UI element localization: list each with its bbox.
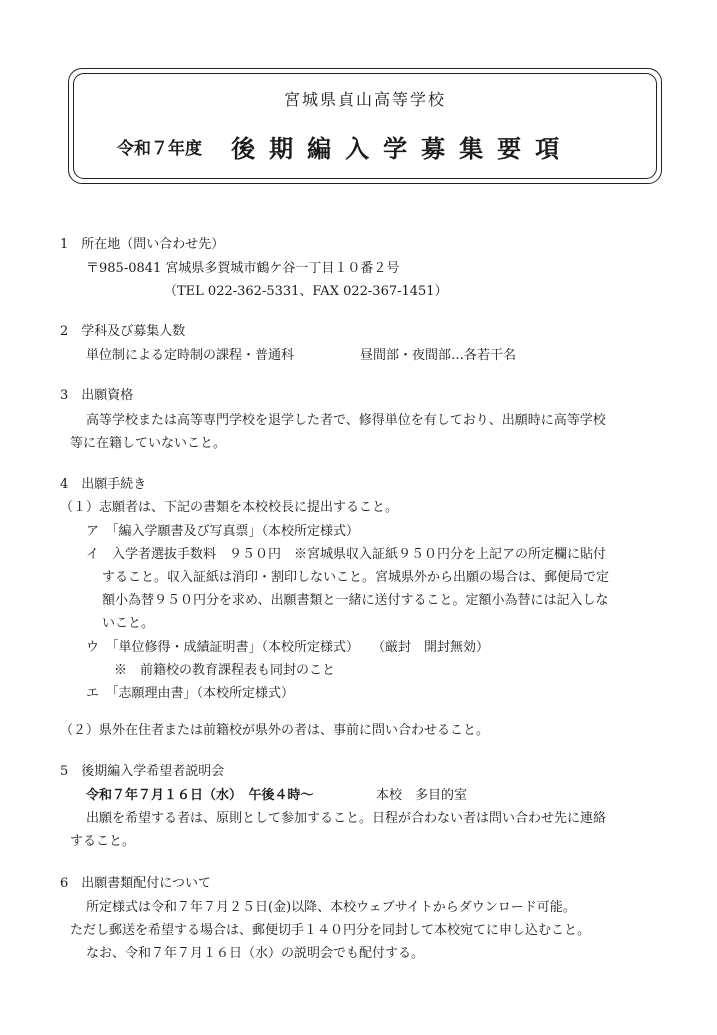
section-4-heading: 4 出願手続き — [60, 477, 147, 492]
eligibility-line-1: 高等学校または高等専門学校を退学した者で、修得単位を有しており、出願時に高等学校 — [86, 413, 606, 428]
school-name: 宮城県貞山高等学校 — [283, 90, 446, 109]
section-1-heading: 1 所在地（問い合わせ先） — [60, 237, 225, 252]
eligibility-line-2: 等に在籍していないこと。 — [70, 436, 227, 451]
distribution-line-3: なお、令和７年７月１６日（水）の説明会でも配付する。 — [86, 946, 425, 961]
requirement-i-line-4: いこと。 — [102, 616, 155, 631]
procedure-item-1: （１）志願者は、下記の書類を本校校長に提出すること。 — [60, 500, 399, 515]
session-line-1: 出願を希望する者は、原則として参加すること。日程が合わない者は問い合わせ先に連絡 — [86, 811, 607, 826]
session-place: 本校 多目的室 — [376, 788, 468, 803]
requirement-u-note: ※ 前籍校の教育課程表も同封のこと — [114, 663, 336, 678]
requirement-u: ウ 「単位修得・成績証明書」（本校所定様式） （厳封 開封無効） — [86, 640, 490, 655]
distribution-line-1: 所定様式は令和７年７月２５日(金)以降、本校ウェブサイトからダウンロード可能。 — [86, 900, 576, 915]
section-3-heading: 3 出願資格 — [60, 388, 134, 403]
enrollment-count: 昼間部・夜間部…各若干名 — [360, 348, 517, 363]
requirement-i-line-3: 額小為替９５０円分を求め、出願書類と一緒に送付すること。定額小為替には記入しな — [102, 593, 609, 608]
section-5-heading: 5 後期編入学希望者説明会 — [60, 764, 225, 779]
course-text: 単位制による定時制の課程・普通科 — [86, 348, 295, 363]
year-label: 令和７年度 — [117, 139, 202, 159]
section-2-heading: 2 学科及び募集人数 — [60, 324, 186, 339]
section-6-heading: 6 出願書類配付について — [60, 876, 212, 891]
contact-text: （TEL 022-362-5331、FAX 022-367-1451） — [164, 284, 448, 299]
address-text: 〒985-0841 宮城県多賀城市鶴ケ谷一丁目１０番２号 — [86, 261, 400, 276]
requirement-i-line-2: すること。収入証紙は消印・割印しないこと。宮城県外から出願の場合は、郵便局で定 — [102, 570, 610, 585]
requirement-e: エ 「志願理由書」（本校所定様式） — [86, 686, 295, 701]
session-line-2: すること。 — [70, 834, 136, 849]
distribution-line-2: ただし郵送を希望する場合は、郵便切手１４０円分を同封して本校宛てに申し込むこと。 — [70, 923, 591, 938]
session-datetime: 令和７年７月１６日（水） 午後４時～ — [86, 788, 314, 803]
procedure-item-2: （２）県外在住者または前籍校が県外の者は、事前に問い合わせること。 — [60, 723, 490, 738]
title-line — [117, 129, 573, 164]
requirement-i-line-1: イ 入学者選抜手数料 ９５０円 ※宮城県収入証紙９５０円分を上記アの所定欄に貼付 — [86, 547, 607, 562]
requirement-a: ア 「編入学願書及び写真票」（本校所定様式） — [86, 524, 360, 539]
title-box — [68, 68, 662, 184]
document-title: 後期編入学募集要項 — [231, 134, 574, 163]
